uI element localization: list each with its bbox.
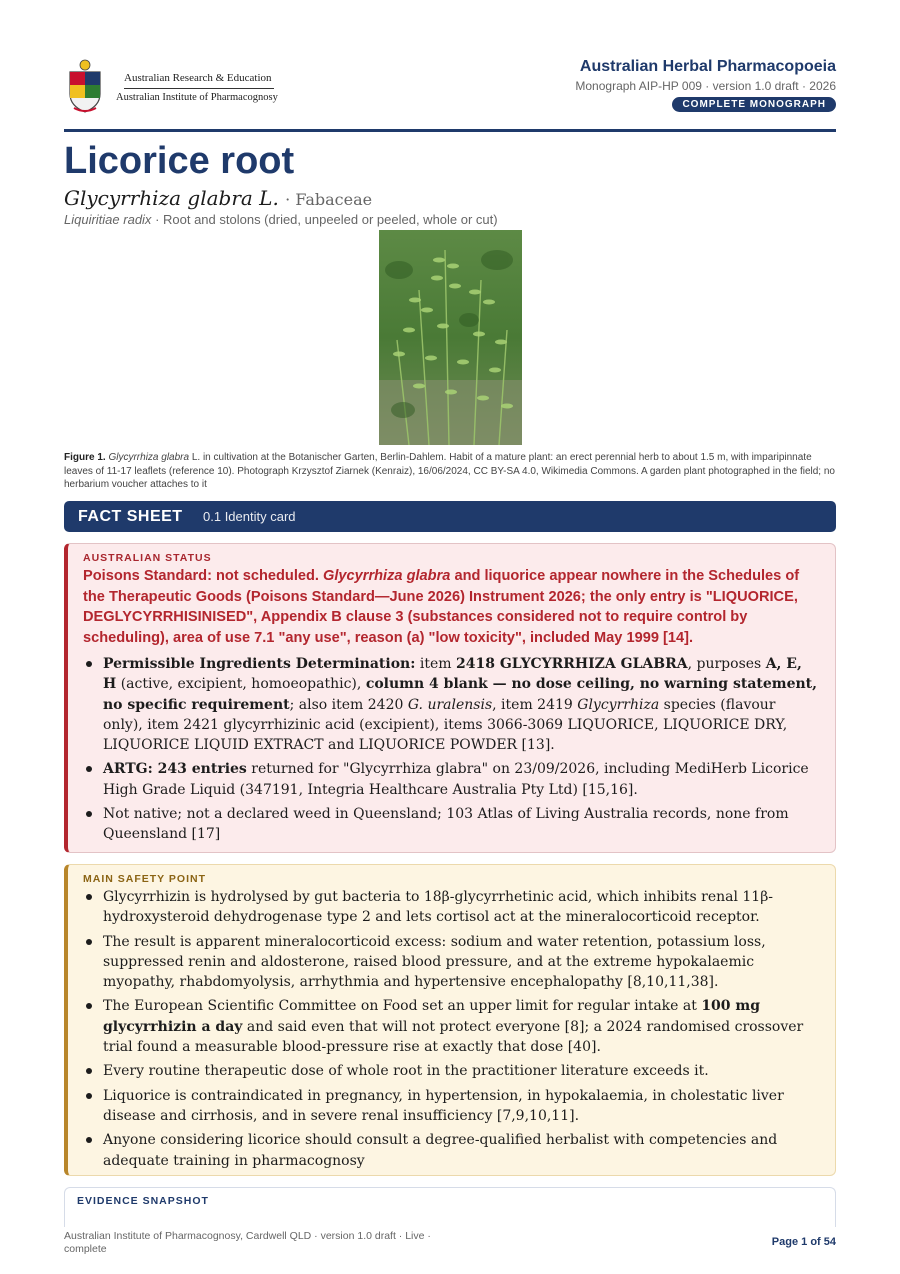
list-item: Glycyrrhizin is hydrolysed by gut bacteria to 18β-glycyrrhetinic acid, which inhibits renal 11β-hydroxysteroid dehydrogenase type 2 and lets cortisol act at the mineralocorticoid receptor.: [83, 887, 819, 928]
figure-caption: [64, 451, 836, 492]
safety-text: and said even that will not protect everyone [8]; a 2024 randomised crossover trial found a measurable blood-pressure rise at exactly that dose [40].: [103, 1018, 804, 1056]
list-item: Every routine therapeutic dose of whole root in the practitioner literature exceeds it.: [83, 1061, 819, 1081]
list-item: Liquorice is contraindicated in pregnancy, in hypertension, in hypokalaemia, in cholestatic liver disease and cirrhosis, and in severe renal insufficiency [7,9,10,11].: [83, 1086, 819, 1127]
plant-photo: [379, 230, 522, 445]
fact-sheet-title: FACT SHEET: [78, 508, 183, 525]
pid-column4: column 4 blank — no dose ceiling, no warning statement, no specific requirement: [103, 676, 818, 713]
figure-text: L. in cultivation at the Botanischer Garten, Berlin-Dahlem. Habit of a mature plant: an erect perennial herb to about 1.5 m, with imparipinnate leaves of 11-17 leaflets (reference 10). Photograph Krzysztof Ziarnek (Kenraiz), 16/06/2024, CC BY-SA 4.0, Wikimedia Commons. A garden plant photographed in the field; no herbarium voucher attaches to it: [64, 452, 835, 490]
poisons-lead-mid: and liquorice appear nowhere in the Schedules of the Therapeutic Goods (Poisons Standard—June 2026) Instrument 2026; the only entry is: [83, 568, 800, 605]
poisons-lead-species: Glycyrrhiza glabra: [323, 568, 451, 584]
main-safety-panel: [64, 864, 836, 1176]
drug-latin-name: Liquiritiae radix: [64, 212, 152, 227]
pid-text: , item 2419: [492, 696, 573, 713]
australian-status-panel: [64, 543, 836, 853]
family-name: · Fabaceae: [285, 190, 373, 209]
evidence-snapshot-label: EVIDENCE SNAPSHOT: [77, 1195, 209, 1207]
logo-line-1: Australian Research & Education: [124, 72, 272, 84]
list-item: [83, 654, 819, 755]
page-title: Licorice root: [64, 140, 295, 182]
pid-genus: Glycyrrhiza: [577, 696, 660, 713]
status-list: [83, 654, 819, 845]
figure-species: Glycyrrhiza glabra: [108, 452, 190, 463]
list-item: Not native; not a declared weed in Queensland; 103 Atlas of Living Australia records, none from Queensland [17]: [83, 804, 819, 845]
binomial-line: [64, 186, 372, 210]
page-number: Page 1 of 54: [771, 1236, 836, 1248]
list-item: [83, 996, 819, 1057]
publication-title: Australian Herbal Pharmacopoeia: [579, 58, 836, 75]
pid-text: item: [419, 656, 452, 672]
australian-status-label: AUSTRALIAN STATUS: [83, 552, 212, 564]
safety-upper-limit: 100 mg glycyrrhizin a day: [103, 998, 761, 1035]
header-divider: [64, 129, 836, 132]
poisons-lead-end: (substances considered not to require control by scheduling), area of use 7.1 "any use", reason (a) "low toxicity", included May 1999 [14].: [83, 609, 748, 646]
pid-label: Permissible Ingredients Determination:: [103, 656, 416, 672]
monograph-version: Monograph AIP-HP 009 · version 1.0 draft · 2026: [575, 79, 836, 93]
logo-divider: [124, 88, 274, 89]
pid-text: , purposes: [687, 656, 762, 672]
poisons-standard-summary: [83, 566, 819, 648]
binomial-name: Glycyrrhiza glabra L.: [64, 186, 279, 210]
pid-text: species (flavour only), item 2421 glycyrrhizinic acid (excipient), items 3066-3069 LIQUORICE, LIQUORICE DRY, LIQUORICE LIQUID EXTRACT and LIQUORICE POWDER [13].: [103, 696, 788, 754]
pid-item: 2418 GLYCYRRHIZA GLABRA: [455, 656, 688, 672]
fact-sheet-header: [64, 501, 836, 532]
monograph-status-badge: COMPLETE MONOGRAPH: [672, 97, 836, 112]
list-item: [83, 759, 819, 800]
poisons-lead-entry: "LIQUORICE, DEGLYCYRRHISINISED", Appendix B clause 3: [83, 588, 798, 625]
institute-logo: [64, 56, 314, 120]
logo-line-2: Australian Institute of Pharmacognosy: [116, 92, 278, 103]
drug-name-line: [64, 212, 498, 227]
publication-info: [575, 58, 836, 112]
fact-sheet-subtitle: 0.1 Identity card: [203, 509, 296, 524]
poisons-lead-bold: Poisons Standard: not scheduled.: [83, 568, 319, 584]
list-item: The result is apparent mineralocorticoid excess: sodium and water retention, potassium loss, suppressed renin and aldosterone, raised blood pressure, and at the extreme hypokalaemic myopathy, rhabdomyolysis, arrhythmia and hypertensive encephalopathy [8,10,11,38].: [83, 932, 819, 993]
crest-icon: [66, 58, 104, 114]
drug-description: · Root and stolons (dried, unpeeled or peeled, whole or cut): [155, 212, 498, 227]
list-item: Anyone considering licorice should consult a degree-qualified herbalist with competencies and adequate training in pharmacognosy: [83, 1130, 819, 1171]
pid-purposes: A, E, H: [103, 656, 802, 693]
figure-label: Figure 1.: [64, 452, 106, 463]
pid-text: ; also item 2420: [289, 696, 404, 713]
pid-species: G. uralensis: [407, 696, 493, 713]
artg-text: returned for "Glycyrrhiza glabra" on 23/09/2026, including MediHerb Licorice High Grade Liquid (347191, Integria Healthcare Australia Pty Ltd) [15,16].: [103, 761, 809, 798]
evidence-snapshot-panel: [64, 1187, 836, 1227]
artg-label: ARTG: 243 entries: [103, 761, 247, 778]
safety-list: [83, 887, 819, 1171]
safety-text: The European Scientific Committee on Food set an upper limit for regular intake at: [103, 998, 697, 1015]
pid-text: (active, excipient, homoeopathic),: [120, 676, 362, 693]
main-safety-label: MAIN SAFETY POINT: [83, 873, 206, 885]
footer-publisher: Australian Institute of Pharmacognosy, Cardwell QLD · version 1.0 draft · Live · complete: [64, 1230, 431, 1255]
